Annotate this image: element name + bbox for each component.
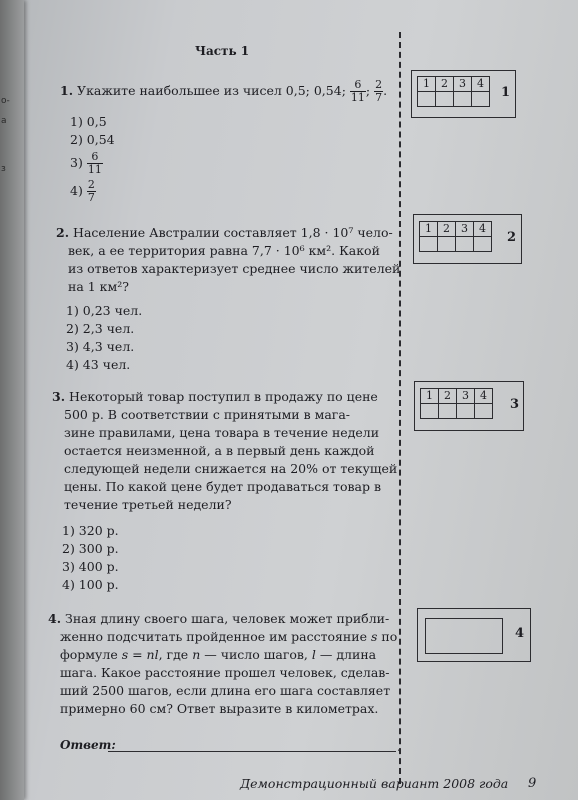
- grid-digit: 1: [420, 222, 438, 237]
- question-line: Население Австралии составляет 1,8 · 10⁷ чело-: [73, 225, 393, 240]
- answer-option: [70, 179, 96, 204]
- period: .: [383, 83, 388, 98]
- question-number: 4.: [48, 611, 62, 626]
- option-prefix: 3): [70, 155, 83, 170]
- answer-option: 3) 4,3 чел.: [66, 339, 135, 354]
- answer-option: 3) 400 р.: [62, 559, 119, 574]
- margin-question-number: 3: [510, 397, 520, 412]
- question-line: зине правилами, цена товара в течение недели: [64, 425, 380, 440]
- text-fragment: по: [381, 629, 398, 644]
- denominator: 11: [87, 163, 102, 176]
- answer-input-line[interactable]: [108, 751, 396, 752]
- question-line: из ответов характеризует среднее число жителей: [68, 261, 401, 276]
- question-line: примерно 60 см? Ответ выразите в километрах.: [60, 701, 379, 716]
- grid-digit: 3: [457, 389, 475, 404]
- answer-cell[interactable]: [472, 92, 490, 107]
- question-1-text: [60, 79, 387, 104]
- grid-digit: 4: [474, 222, 492, 237]
- answer-label: Ответ:: [60, 738, 116, 752]
- denominator: 7: [375, 91, 383, 104]
- fraction: [350, 79, 366, 104]
- question-line: век, а ее территория равна 7,7 · 10⁶ км². Какой: [68, 243, 380, 258]
- question-text: Укажите наибольшее из чисел 0,5; 0,54;: [77, 83, 346, 98]
- grid-digit: 1: [418, 77, 436, 92]
- part-title: Часть 1: [195, 44, 250, 58]
- answer-option: 1) 0,5: [70, 114, 107, 129]
- answer-option: 4) 100 р.: [62, 577, 119, 592]
- grid-digit: 3: [456, 222, 474, 237]
- question-line: цены. По какой цене будет продаваться товар в: [64, 479, 381, 494]
- variable: l: [311, 647, 316, 662]
- answer-cell[interactable]: [438, 237, 456, 252]
- grid-digit: 3: [454, 77, 472, 92]
- answer-dot: .: [397, 740, 401, 754]
- question-line: ший 2500 шагов, если длина его шага составляет: [60, 683, 391, 698]
- text-fragment: формуле: [60, 647, 118, 662]
- answer-cell[interactable]: [420, 237, 438, 252]
- text-fragment: — длина: [319, 647, 377, 662]
- numerator: 6: [350, 79, 366, 92]
- answer-cell[interactable]: [439, 404, 457, 419]
- grid-digit: 1: [421, 389, 439, 404]
- cut-line: [399, 32, 401, 784]
- fraction: [87, 179, 96, 204]
- prev-page-fragment: з: [1, 164, 6, 174]
- prev-page-fragment: о-: [1, 96, 10, 106]
- answer-cell[interactable]: [421, 404, 439, 419]
- numerator: 2: [375, 78, 383, 91]
- fraction: [374, 79, 383, 104]
- prev-page-fragment: а: [1, 116, 7, 126]
- answer-cell[interactable]: [457, 404, 475, 419]
- denominator: 11: [350, 91, 365, 104]
- margin-question-number: 1: [501, 85, 511, 100]
- answer-cell[interactable]: [456, 237, 474, 252]
- previous-page-edge: [0, 0, 24, 800]
- page-number: 9: [528, 776, 537, 791]
- text-fragment: , где: [158, 647, 189, 662]
- grid-digit: 2: [438, 222, 456, 237]
- answer-option: 1) 320 р.: [62, 523, 119, 538]
- question-line: Зная длину своего шага, человек может прибли-: [65, 611, 390, 626]
- answer-cell[interactable]: [475, 404, 493, 419]
- answer-option: 2) 0,54: [70, 132, 115, 147]
- question-line: Некоторый товар поступил в продажу по цене: [69, 389, 378, 404]
- question-4-text: [48, 610, 397, 718]
- question-line: [48, 646, 397, 664]
- grid-digit: 2: [439, 389, 457, 404]
- numerator: 2: [87, 178, 95, 191]
- text-fragment: женно подсчитать пройденное им расстояние: [60, 629, 367, 644]
- question-line: [48, 628, 397, 646]
- fraction: [87, 151, 103, 176]
- answer-option: 4) 43 чел.: [66, 357, 131, 372]
- denominator: 7: [87, 191, 95, 204]
- separator: ;: [365, 83, 371, 98]
- question-line: шага. Какое расстояние прошел человек, сделав-: [60, 665, 390, 680]
- question-line: следующей недели снижается на 20% от текущей: [64, 461, 398, 476]
- answer-box-4[interactable]: [425, 618, 503, 654]
- answer-option: 2) 300 р.: [62, 541, 119, 556]
- answer-grid-2: [419, 221, 492, 252]
- question-number: 2.: [56, 225, 70, 240]
- question-line: остается неизменной, а в первый день каждой: [64, 443, 375, 458]
- question-line: на 1 км²?: [68, 279, 129, 294]
- question-3-text: [52, 388, 397, 514]
- grid-digit: 4: [472, 77, 490, 92]
- variable: n: [192, 647, 201, 662]
- margin-question-number: 2: [507, 230, 517, 245]
- answer-cell[interactable]: [474, 237, 492, 252]
- answer-grid-3: [420, 388, 493, 419]
- question-line: течение третьей недели?: [64, 497, 232, 512]
- answer-cell[interactable]: [436, 92, 454, 107]
- answer-option: 1) 0,23 чел.: [66, 303, 143, 318]
- answer-option: [70, 151, 103, 176]
- margin-question-number: 4: [515, 626, 525, 641]
- grid-digit: 4: [475, 389, 493, 404]
- variable: s: [370, 629, 378, 644]
- answer-cell[interactable]: [454, 92, 472, 107]
- formula: s = nl: [121, 647, 159, 662]
- question-number: 1.: [60, 83, 74, 98]
- option-prefix: 4): [70, 183, 83, 198]
- question-number: 3.: [52, 389, 66, 404]
- question-2-text: [56, 224, 400, 296]
- answer-grid-1: [417, 76, 490, 107]
- footer-text: Демонстрационный вариант 2008 года: [240, 776, 509, 791]
- answer-cell[interactable]: [418, 92, 436, 107]
- grid-digit: 2: [436, 77, 454, 92]
- text-fragment: — число шагов,: [204, 647, 308, 662]
- numerator: 6: [87, 151, 103, 164]
- question-line: 500 р. В соответствии с принятыми в мага-: [64, 407, 351, 422]
- answer-option: 2) 2,3 чел.: [66, 321, 135, 336]
